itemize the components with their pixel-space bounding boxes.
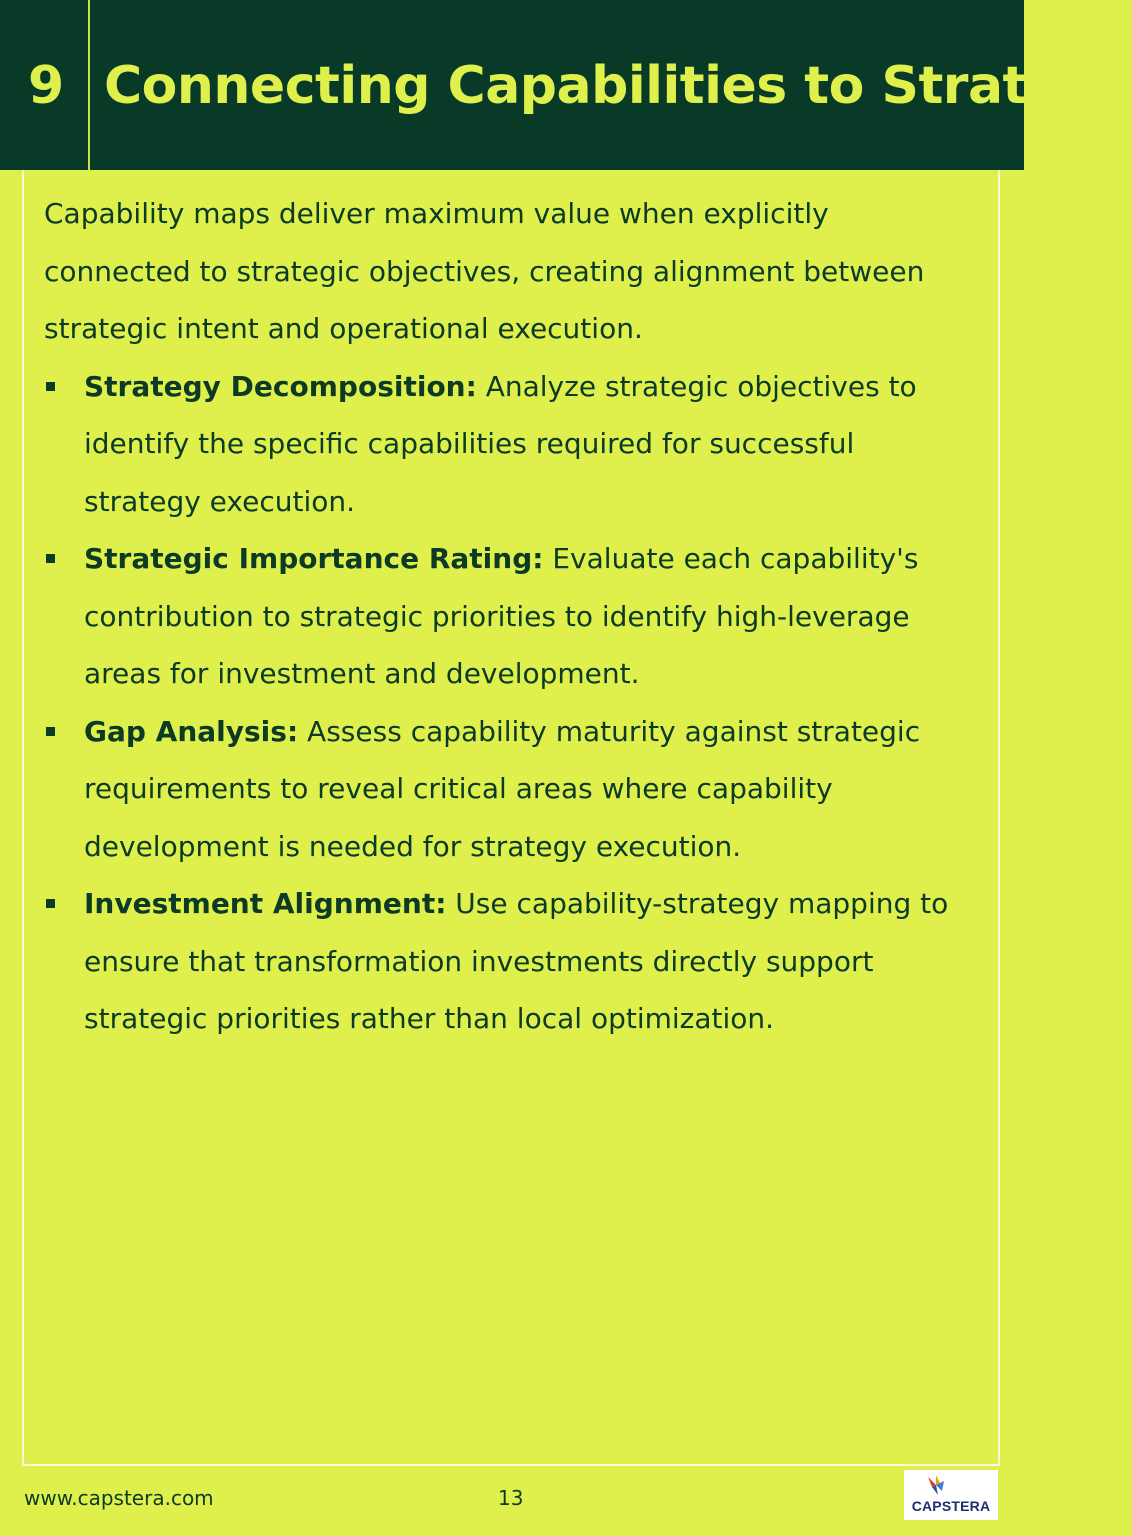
square-bullet-icon: [46, 382, 55, 391]
square-bullet-icon: [46, 727, 55, 736]
bullet-item-strategic-importance-rating: [44, 530, 974, 703]
page-header: [0, 0, 1132, 170]
header-divider: [88, 0, 90, 170]
square-bullet-icon: [46, 899, 55, 908]
bullet-list: [44, 358, 974, 1048]
intro-paragraph: Capability maps deliver maximum value when explicitly connected to strategic objectives, creating alignment between strategic intent and operational execution.: [44, 197, 925, 345]
bullet-term: Investment Alignment:: [84, 887, 447, 920]
bullet-item-gap-analysis: [44, 703, 974, 876]
bullet-text: Assess capability maturity against strategic requirements to reveal critical areas where capability development is needed for strategy execution.: [84, 714, 921, 863]
bullet-text: Analyze strategic objectives to identify the specific capabilities required for successful strategy execution.: [84, 369, 917, 518]
square-bullet-icon: [46, 554, 55, 563]
capstera-logo-icon: [924, 1473, 950, 1499]
bullet-term: Strategic Importance Rating:: [84, 542, 544, 575]
bullet-term: Strategy Decomposition:: [84, 369, 477, 403]
capstera-logo: [904, 1470, 998, 1520]
logo-text: CAPSTERA: [911, 1498, 991, 1514]
page-number: 13: [498, 1486, 524, 1510]
content-body: [44, 185, 974, 1048]
footer-website-link[interactable]: www.capstera.com: [24, 1486, 214, 1510]
bullet-text: Evaluate each capability's contribution to strategic priorities to identify high-leverage areas for investment and development.: [84, 542, 919, 690]
section-number: 9: [28, 56, 65, 116]
page-title: Connecting Capabilities to Strategy: [104, 56, 1132, 116]
bullet-item-investment-alignment: [44, 875, 974, 1048]
bullet-item-strategy-decomposition: [44, 358, 974, 531]
bullet-text: Use capability-strategy mapping to ensure that transformation investments directly support strategic priorities rather than local optimization.: [84, 887, 949, 1035]
bullet-term: Gap Analysis:: [84, 714, 299, 748]
